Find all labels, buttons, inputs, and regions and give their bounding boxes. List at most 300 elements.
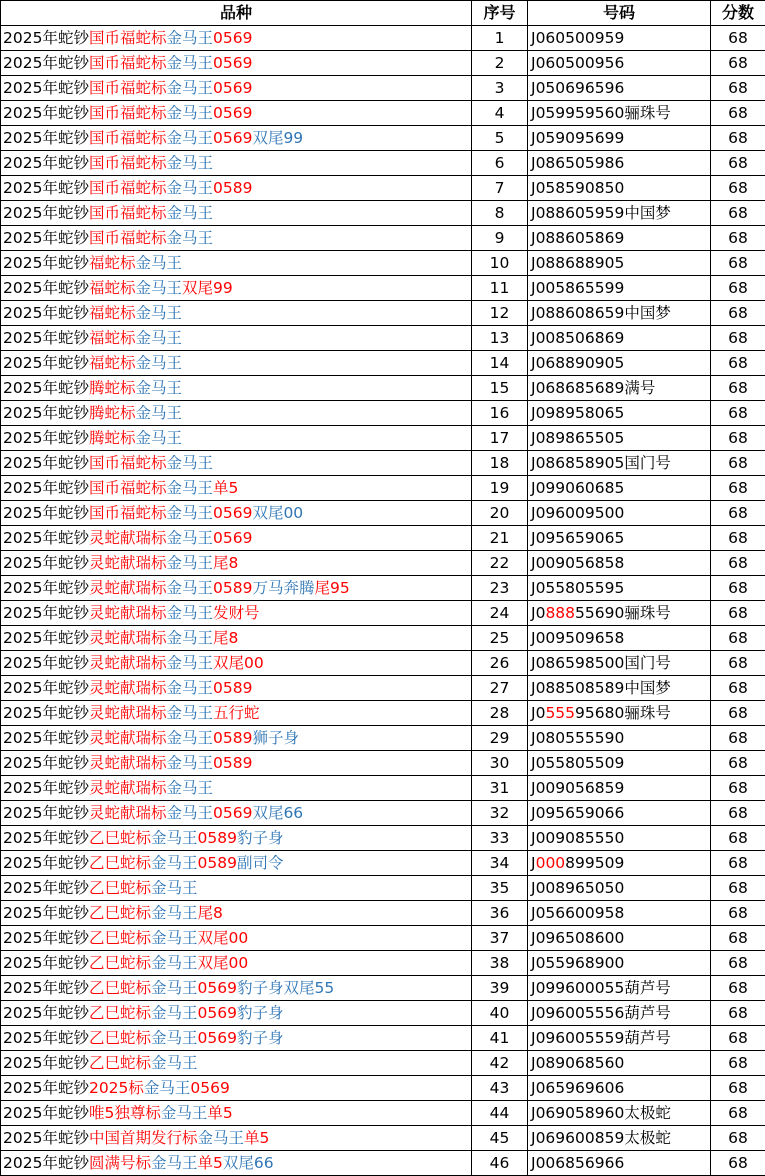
seq-cell: 5 [472, 126, 528, 151]
variety-cell-segment: 乙巳蛇标 [88, 854, 151, 872]
serial-number-cell-segment: J088688905 [531, 254, 625, 272]
score-cell: 68 [711, 451, 765, 476]
variety-cell-segment: 福蛇标 [88, 329, 136, 347]
score-cell: 68 [711, 526, 765, 551]
variety-cell-segment: 国币福蛇标 [88, 454, 167, 472]
variety-cell [1, 901, 472, 926]
table-row [1, 951, 765, 976]
score-cell: 68 [711, 426, 765, 451]
variety-cell [1, 1001, 472, 1026]
variety-cell-segment: 金马王 [150, 1054, 198, 1072]
variety-cell [1, 476, 472, 501]
serial-number-cell-segment: J086858905国门号 [531, 454, 671, 472]
seq-cell: 15 [472, 376, 528, 401]
serial-number-cell [528, 76, 711, 101]
variety-cell [1, 851, 472, 876]
variety-cell-segment: 0569 [212, 104, 253, 122]
serial-number-cell-segment: J086598500国门号 [531, 654, 671, 672]
serial-number-cell-segment: J096005556葫芦号 [531, 1004, 671, 1022]
variety-cell-segment: 国币福蛇标 [88, 479, 167, 497]
seq-cell: 31 [472, 776, 528, 801]
serial-number-cell [528, 801, 711, 826]
table-row [1, 926, 765, 951]
serial-number-cell [528, 376, 711, 401]
variety-cell [1, 176, 472, 201]
seq-cell: 27 [472, 676, 528, 701]
score-cell: 68 [711, 401, 765, 426]
seq-cell: 11 [472, 276, 528, 301]
score-cell: 68 [711, 651, 765, 676]
variety-cell-segment: 豹子身 [236, 829, 284, 847]
score-cell: 68 [711, 1151, 765, 1176]
variety-cell [1, 926, 472, 951]
table-row [1, 651, 765, 676]
seq-cell: 32 [472, 801, 528, 826]
seq-cell: 38 [472, 951, 528, 976]
variety-cell-segment: 金马王 [150, 929, 198, 947]
variety-cell-segment: 国币福蛇标 [88, 229, 167, 247]
serial-number-cell [528, 976, 711, 1001]
variety-cell-segment: 0589 [212, 579, 253, 597]
variety-cell-segment: 中国首期发行标 [88, 1129, 198, 1147]
score-cell: 68 [711, 226, 765, 251]
variety-cell-segment: 灵蛇献瑞标 [88, 704, 167, 722]
table-row [1, 1101, 765, 1126]
variety-cell-segment: 金马王 [166, 154, 213, 172]
serial-number-cell [528, 576, 711, 601]
serial-number-cell [528, 51, 711, 76]
variety-cell-segment: 2025年蛇钞 [3, 679, 89, 697]
seq-cell: 33 [472, 826, 528, 851]
serial-number-cell-segment: J086505986 [531, 154, 625, 172]
variety-cell-segment: 灵蛇献瑞标 [88, 754, 167, 772]
variety-cell-segment: 2025年蛇钞 [3, 1079, 89, 1097]
variety-cell-segment: 单5 [197, 1154, 223, 1172]
table-row [1, 226, 765, 251]
variety-cell-segment: 金马王 [150, 829, 198, 847]
variety-cell [1, 576, 472, 601]
serial-number-cell [528, 1026, 711, 1051]
serial-number-cell-segment: J089068560 [531, 1054, 625, 1072]
variety-cell-segment: 狮子身 [252, 729, 299, 747]
seq-cell: 45 [472, 1126, 528, 1151]
variety-cell [1, 976, 472, 1001]
serial-number-cell [528, 1151, 711, 1176]
variety-cell-segment: 乙巳蛇标 [88, 979, 151, 997]
serial-number-cell-segment: J059095699 [531, 129, 625, 147]
seq-cell: 7 [472, 176, 528, 201]
score-cell: 68 [711, 576, 765, 601]
seq-cell: 35 [472, 876, 528, 901]
serial-number-cell [528, 176, 711, 201]
variety-cell-segment: 2025年蛇钞 [3, 454, 89, 472]
serial-number-cell-segment: J096508600 [531, 929, 625, 947]
serial-number-cell [528, 151, 711, 176]
variety-cell-segment: 国币福蛇标 [88, 29, 167, 47]
variety-cell [1, 101, 472, 126]
variety-cell [1, 76, 472, 101]
serial-number-cell-segment: 000 [535, 854, 566, 872]
serial-number-cell-segment: J060500956 [531, 54, 625, 72]
serial-number-cell [528, 1126, 711, 1151]
seq-cell: 18 [472, 451, 528, 476]
variety-cell-segment: 乙巳蛇标 [88, 904, 151, 922]
table-row [1, 576, 765, 601]
score-cell: 68 [711, 51, 765, 76]
serial-number-cell-segment: J055805595 [531, 579, 625, 597]
seq-cell: 10 [472, 251, 528, 276]
variety-cell-segment: 2025年蛇钞 [3, 104, 89, 122]
seq-cell: 24 [472, 601, 528, 626]
seq-cell: 3 [472, 76, 528, 101]
variety-cell [1, 401, 472, 426]
serial-number-cell [528, 701, 711, 726]
variety-cell-segment: 2025年蛇钞 [3, 1054, 89, 1072]
serial-number-cell [528, 901, 711, 926]
variety-cell-segment: 金马王 [166, 779, 213, 797]
variety-cell-segment: 福蛇标 [88, 354, 136, 372]
serial-number-cell [528, 876, 711, 901]
serial-number-cell-segment: J088605959中国梦 [531, 204, 671, 222]
variety-cell-segment: 腾蛇标 [88, 429, 136, 447]
serial-number-cell [528, 601, 711, 626]
variety-cell-segment: 灵蛇献瑞标 [88, 804, 167, 822]
variety-cell-segment: 2025年蛇钞 [3, 1104, 89, 1122]
seq-cell: 1 [472, 26, 528, 51]
variety-cell-segment: 尾8 [212, 554, 239, 572]
serial-number-cell [528, 501, 711, 526]
variety-cell [1, 351, 472, 376]
serial-number-cell-segment: J096009500 [531, 504, 625, 522]
table-row [1, 376, 765, 401]
variety-cell-segment: 发财号 [212, 604, 260, 622]
variety-cell-segment: 乙巳蛇标 [88, 829, 151, 847]
score-cell: 68 [711, 501, 765, 526]
seq-cell: 20 [472, 501, 528, 526]
score-cell: 68 [711, 1051, 765, 1076]
serial-number-cell [528, 676, 711, 701]
variety-cell-segment: 2025年蛇钞 [3, 479, 89, 497]
serial-number-cell-segment: J055968900 [531, 954, 625, 972]
variety-cell-segment: 尾8 [212, 629, 239, 647]
variety-cell-segment: 豹子身 [236, 979, 284, 997]
serial-number-cell-segment: J0 [531, 604, 546, 622]
serial-number-cell [528, 126, 711, 151]
variety-cell-segment: 五行蛇 [212, 704, 260, 722]
variety-cell [1, 776, 472, 801]
variety-cell-segment: 国币福蛇标 [88, 54, 167, 72]
variety-cell-segment: 乙巳蛇标 [88, 1004, 151, 1022]
table-row [1, 426, 765, 451]
seq-cell: 23 [472, 576, 528, 601]
table-row [1, 676, 765, 701]
variety-cell-segment: 副司令 [236, 854, 284, 872]
variety-cell-segment: 双尾00 [212, 654, 264, 672]
table-row [1, 76, 765, 101]
serial-number-cell-segment: J095659066 [531, 804, 625, 822]
score-cell: 68 [711, 826, 765, 851]
seq-cell: 30 [472, 751, 528, 776]
score-cell: 68 [711, 801, 765, 826]
serial-number-cell-segment: J099060685 [531, 479, 625, 497]
table-row [1, 401, 765, 426]
serial-number-cell-segment: J098958065 [531, 404, 625, 422]
serial-number-cell-segment: J068685689满号 [531, 379, 656, 397]
variety-cell-segment: 0569 [190, 1079, 230, 1097]
variety-cell [1, 376, 472, 401]
seq-cell: 13 [472, 326, 528, 351]
score-cell: 68 [711, 476, 765, 501]
score-cell: 68 [711, 1001, 765, 1026]
score-cell: 68 [711, 76, 765, 101]
seq-cell: 6 [472, 151, 528, 176]
variety-cell [1, 501, 472, 526]
serial-number-cell-segment: J080555590 [531, 729, 625, 747]
variety-cell-segment: 金马王 [150, 954, 198, 972]
serial-number-cell-segment: 95680骊珠号 [575, 704, 671, 722]
table-row [1, 826, 765, 851]
variety-cell-segment: 2025年蛇钞 [3, 954, 89, 972]
serial-number-cell-segment: J069600859太极蛇 [531, 1129, 671, 1147]
serial-number-cell [528, 526, 711, 551]
variety-cell-segment: 灵蛇献瑞标 [88, 729, 167, 747]
variety-cell [1, 51, 472, 76]
serial-number-cell-segment: J089865505 [531, 429, 625, 447]
serial-number-cell [528, 1001, 711, 1026]
variety-cell-segment: 国币福蛇标 [88, 104, 167, 122]
variety-cell-segment: 金马王 [166, 529, 213, 547]
seq-cell: 12 [472, 301, 528, 326]
variety-cell-segment: 双尾55 [283, 979, 335, 997]
table-row [1, 151, 765, 176]
variety-cell-segment: 灵蛇献瑞标 [88, 779, 167, 797]
score-cell: 68 [711, 26, 765, 51]
table-row [1, 526, 765, 551]
table-row [1, 551, 765, 576]
score-cell: 68 [711, 201, 765, 226]
variety-cell-segment: 0589 [212, 679, 253, 697]
variety-cell-segment: 国币福蛇标 [88, 204, 167, 222]
variety-cell [1, 676, 472, 701]
header-score: 分数 [711, 1, 765, 26]
serial-number-cell [528, 826, 711, 851]
table-row [1, 351, 765, 376]
score-cell: 68 [711, 751, 765, 776]
variety-cell-segment: 金马王 [150, 979, 198, 997]
table-row [1, 476, 765, 501]
seq-cell: 36 [472, 901, 528, 926]
seq-cell: 22 [472, 551, 528, 576]
variety-cell-segment: 豹子身 [236, 1004, 284, 1022]
variety-cell-segment: 2025年蛇钞 [3, 754, 89, 772]
variety-cell-segment: 金马王 [135, 304, 182, 322]
variety-cell-segment: 2025年蛇钞 [3, 1154, 89, 1172]
variety-cell-segment: 腾蛇标 [88, 379, 136, 397]
variety-cell [1, 1151, 472, 1176]
table-row [1, 176, 765, 201]
variety-cell-segment: 0589 [212, 179, 253, 197]
variety-cell-segment: 2025年蛇钞 [3, 404, 89, 422]
variety-cell-segment: 金马王 [166, 679, 213, 697]
variety-cell [1, 876, 472, 901]
serial-number-cell-segment: J058590850 [531, 179, 625, 197]
variety-cell-segment: 2025年蛇钞 [3, 654, 89, 672]
table-row [1, 876, 765, 901]
variety-cell-segment: 福蛇标 [88, 304, 136, 322]
variety-cell-segment: 2025年蛇钞 [3, 779, 89, 797]
variety-cell-segment: 金马王 [135, 429, 182, 447]
serial-number-cell-segment: J068890905 [531, 354, 625, 372]
serial-number-cell [528, 851, 711, 876]
table-row [1, 726, 765, 751]
variety-cell-segment: 0569 [212, 529, 253, 547]
variety-cell-segment: 双尾00 [252, 504, 304, 522]
serial-number-cell-segment: 888 [545, 604, 576, 622]
seq-cell: 44 [472, 1101, 528, 1126]
variety-cell-segment: 2025年蛇钞 [3, 129, 89, 147]
variety-cell-segment: 0569 [212, 79, 253, 97]
score-cell: 68 [711, 351, 765, 376]
variety-cell-segment: 乙巳蛇标 [88, 929, 151, 947]
table-row [1, 276, 765, 301]
variety-cell-segment: 单5 [207, 1104, 233, 1122]
variety-cell-segment: 双尾99 [252, 129, 304, 147]
seq-cell: 8 [472, 201, 528, 226]
variety-cell-segment: 0589 [197, 829, 237, 847]
variety-cell-segment: 双尾66 [252, 804, 304, 822]
table-row [1, 126, 765, 151]
score-cell: 68 [711, 876, 765, 901]
variety-cell-segment: 2025年蛇钞 [3, 529, 89, 547]
table-row [1, 626, 765, 651]
seq-cell: 46 [472, 1151, 528, 1176]
variety-cell-segment: 2025年蛇钞 [3, 54, 89, 72]
serial-number-cell-segment: J0 [531, 704, 546, 722]
serial-number-cell-segment: J088605869 [531, 229, 625, 247]
table-row [1, 26, 765, 51]
variety-cell [1, 626, 472, 651]
variety-cell-segment: 灵蛇献瑞标 [88, 579, 167, 597]
variety-cell [1, 26, 472, 51]
score-cell: 68 [711, 176, 765, 201]
seq-cell: 4 [472, 101, 528, 126]
variety-cell-segment: 尾95 [314, 579, 350, 597]
variety-cell-segment: 0569 [212, 29, 253, 47]
serial-number-cell [528, 1101, 711, 1126]
variety-cell-segment: 金马王 [135, 254, 182, 272]
variety-cell-segment: 金马王 [166, 54, 213, 72]
variety-cell [1, 251, 472, 276]
variety-cell-segment: 金马王 [166, 104, 213, 122]
variety-cell-segment: 灵蛇献瑞标 [88, 629, 167, 647]
serial-number-cell-segment: J009509658 [531, 629, 625, 647]
score-cell: 68 [711, 1076, 765, 1101]
table-row [1, 701, 765, 726]
variety-cell-segment: 豹子身 [236, 1029, 284, 1047]
variety-cell-segment: 2025年蛇钞 [3, 79, 89, 97]
variety-cell [1, 226, 472, 251]
serial-number-cell [528, 726, 711, 751]
variety-cell [1, 1051, 472, 1076]
score-cell: 68 [711, 926, 765, 951]
variety-cell-segment: 2025年蛇钞 [3, 804, 89, 822]
variety-cell-segment: 圆满号标 [88, 1154, 151, 1172]
seq-cell: 17 [472, 426, 528, 451]
variety-cell-segment: 金马王 [166, 729, 213, 747]
serial-number-cell-segment: J088508589中国梦 [531, 679, 671, 697]
variety-cell-segment: 2025年蛇钞 [3, 929, 89, 947]
header-number: 号码 [528, 1, 711, 26]
score-cell: 68 [711, 376, 765, 401]
table-row [1, 601, 765, 626]
variety-cell-segment: 2025标 [88, 1079, 144, 1097]
score-cell: 68 [711, 1101, 765, 1126]
serial-number-cell-segment: J056600958 [531, 904, 625, 922]
score-cell: 68 [711, 151, 765, 176]
variety-cell-segment: 金马王 [166, 179, 213, 197]
variety-cell-segment: 腾蛇标 [88, 404, 136, 422]
variety-cell [1, 526, 472, 551]
variety-cell-segment: 金马王 [166, 579, 213, 597]
variety-cell [1, 751, 472, 776]
table-row [1, 301, 765, 326]
variety-cell [1, 1126, 472, 1151]
table-row [1, 751, 765, 776]
variety-cell-segment: 唯5独尊标 [88, 1104, 161, 1122]
variety-cell-segment: 金马王 [166, 704, 213, 722]
serial-number-cell-segment: 55690骊珠号 [575, 604, 671, 622]
score-cell: 68 [711, 851, 765, 876]
variety-cell [1, 276, 472, 301]
variety-cell-segment: 国币福蛇标 [88, 79, 167, 97]
table-row [1, 1126, 765, 1151]
serial-number-cell-segment: J060500959 [531, 29, 625, 47]
variety-cell-segment: 乙巳蛇标 [88, 1029, 151, 1047]
variety-cell-segment: 金马王 [135, 404, 182, 422]
variety-cell [1, 551, 472, 576]
score-cell: 68 [711, 301, 765, 326]
variety-cell-segment: 金马王 [166, 129, 213, 147]
variety-cell-segment: 2025年蛇钞 [3, 29, 89, 47]
variety-cell-segment: 2025年蛇钞 [3, 554, 89, 572]
variety-cell-segment: 金马王 [197, 1129, 244, 1147]
variety-cell-segment: 福蛇标 [88, 279, 136, 297]
table-row [1, 251, 765, 276]
serial-number-cell [528, 1076, 711, 1101]
variety-cell-segment: 2025年蛇钞 [3, 179, 89, 197]
serial-number-cell [528, 301, 711, 326]
header-variety: 品种 [1, 1, 472, 26]
score-cell: 68 [711, 326, 765, 351]
score-cell: 68 [711, 951, 765, 976]
variety-cell-segment: 0569 [197, 979, 237, 997]
seq-cell: 34 [472, 851, 528, 876]
variety-cell-segment: 2025年蛇钞 [3, 304, 89, 322]
seq-cell: 16 [472, 401, 528, 426]
variety-cell [1, 426, 472, 451]
variety-cell-segment: 2025年蛇钞 [3, 204, 89, 222]
table-row [1, 1076, 765, 1101]
seq-cell: 21 [472, 526, 528, 551]
variety-cell [1, 451, 472, 476]
variety-cell-segment: 金马王 [166, 604, 213, 622]
variety-cell-segment: 金马王 [166, 204, 213, 222]
variety-cell-segment: 万马奔腾 [252, 579, 315, 597]
serial-number-cell [528, 26, 711, 51]
variety-cell-segment: 金马王 [150, 1004, 198, 1022]
serial-number-cell-segment: J006856966 [531, 1154, 625, 1172]
variety-cell-segment: 0569 [212, 129, 253, 147]
